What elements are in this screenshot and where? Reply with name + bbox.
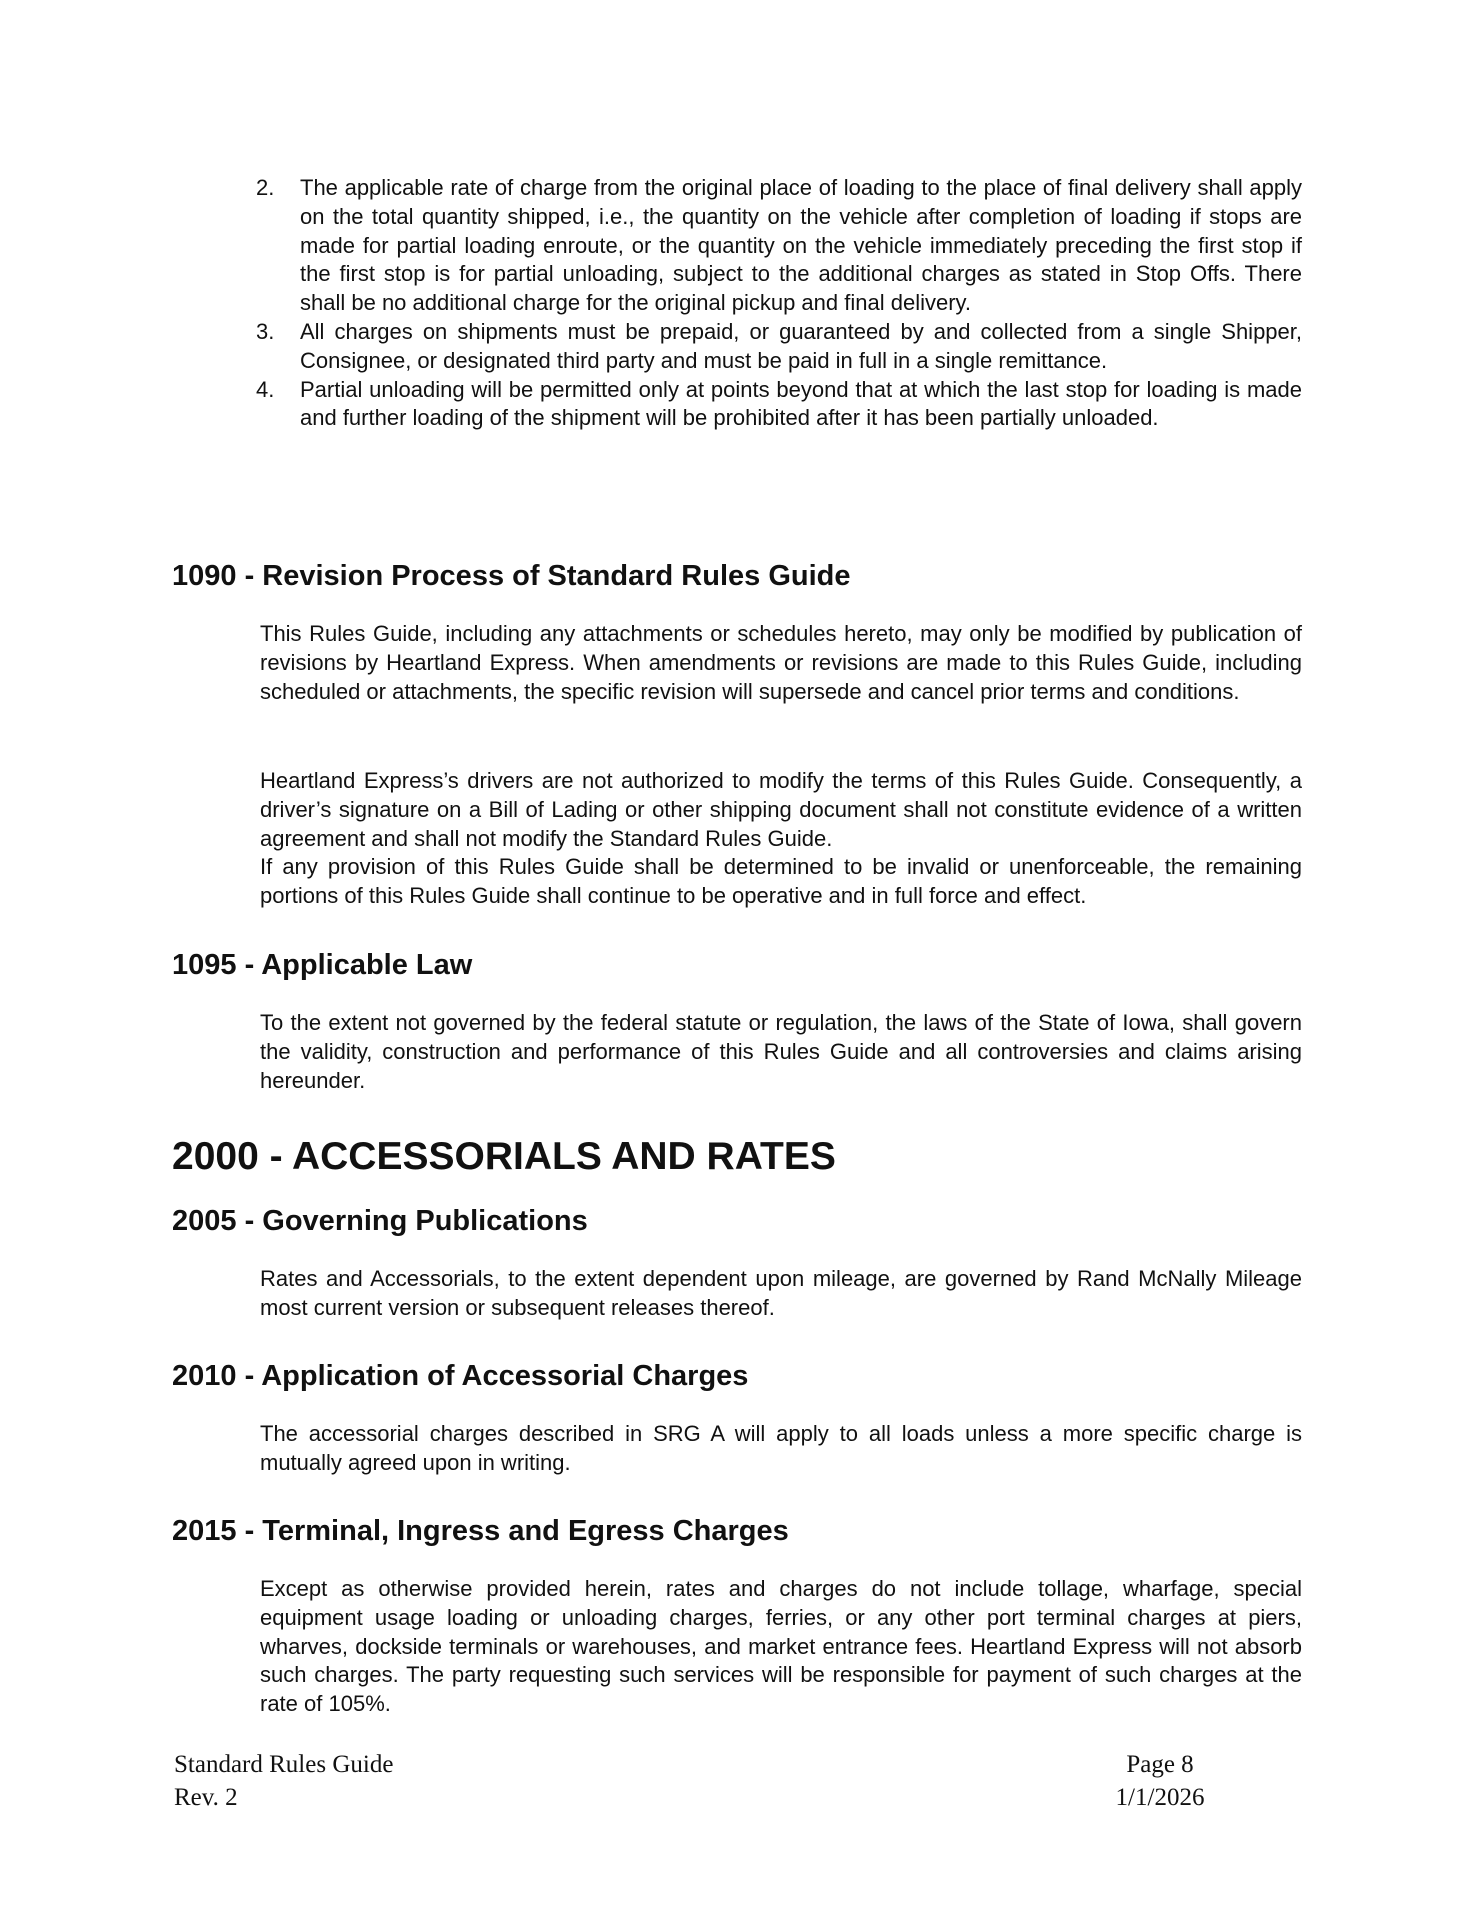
section-2010-paragraph: The accessorial charges described in SRG A will apply to all loads unless a more specific charge is mutually agreed upon in writing. xyxy=(260,1421,1302,1475)
footer-revision: Rev. 2 xyxy=(174,1784,238,1811)
section-1090-paragraph: If any provision of this Rules Guide shall be determined to be invalid or unenforceable, the remaining portions of this Rules Guide shall continue to be operative and in full force and effect. xyxy=(260,854,1302,908)
section-heading-2015: 2015 - Terminal, Ingress and Egress Charges xyxy=(172,1515,789,1547)
section-2005-paragraph: Rates and Accessorials, to the extent dependent upon mileage, are governed by Rand McNally Mileage most current version or subsequent releases thereof. xyxy=(260,1266,1302,1320)
list-item-text: The applicable rate of charge from the original place of loading to the place of final delivery shall apply on the total quantity shipped, i.e., the quantity on the vehicle after completion of loading if stops are made for partial loading enroute, or the quantity on the vehicle immediately preceding the first stop if the first stop is for partial unloading, subject to the additional charges as stated in Stop Offs. There shall be no additional charge for the original pickup and final delivery. xyxy=(300,175,1302,316)
list-item xyxy=(256,376,1302,434)
list-item-number: 4. xyxy=(256,376,275,402)
chapter-heading-2000: 2000 - ACCESSORIALS AND RATES xyxy=(172,1135,836,1178)
list-item xyxy=(256,174,1302,318)
page-footer-right xyxy=(1090,1748,1230,1814)
list-item xyxy=(256,318,1302,376)
section-heading-1095: 1095 - Applicable Law xyxy=(172,949,473,981)
section-heading-2010: 2010 - Application of Accessorial Charges xyxy=(172,1360,749,1392)
numbered-list xyxy=(256,174,1302,433)
section-1095-paragraph: To the extent not governed by the federal statute or regulation, the laws of the State of Iowa, shall govern the validity, construction and performance of this Rules Guide and all controversies and claims arising hereunder. xyxy=(260,1010,1302,1093)
section-1090-paragraph: Heartland Express’s drivers are not authorized to modify the terms of this Rules Guide. Consequently, a driver’s signature on a Bill of Lading or other shipping document shall not constitute evidence of a written agreement and shall not modify the Standard Rules Guide. xyxy=(260,768,1302,851)
section-1090-paragraph: This Rules Guide, including any attachments or schedules hereto, may only be modified by publication of revisions by Heartland Express. When amendments or revisions are made to this Rules Guide, including scheduled or attachments, the specific revision will supersede and cancel prior terms and conditions. xyxy=(260,621,1302,704)
section-2015-paragraph: Except as otherwise provided herein, rates and charges do not include tollage, wharfage, special equipment usage loading or unloading charges, ferries, or any other port terminal charges at piers, wharves, dockside terminals or warehouses, and market entrance fees. Heartland Express will not absorb such charges. The party requesting such services will be responsible for payment of such charges at the rate of 105%. xyxy=(260,1576,1302,1717)
footer-date: 1/1/2026 xyxy=(1115,1784,1205,1811)
list-item-text: Partial unloading will be permitted only at points beyond that at which the last stop for loading is made and further loading of the shipment will be prohibited after it has been partially unloaded. xyxy=(300,376,1302,431)
footer-page-number: Page 8 xyxy=(1126,1751,1194,1778)
list-item-number: 2. xyxy=(256,175,275,200)
page-footer-left xyxy=(174,1748,393,1814)
footer-document-title: Standard Rules Guide xyxy=(174,1751,394,1778)
list-item-number: 3. xyxy=(256,318,275,344)
list-item-text: All charges on shipments must be prepaid, or guaranteed by and collected from a single Shipper, Consignee, or designated third party and must be paid in full in a single remittance. xyxy=(300,318,1302,373)
section-heading-1090: 1090 - Revision Process of Standard Rules Guide xyxy=(172,560,851,592)
section-heading-2005: 2005 - Governing Publications xyxy=(172,1205,588,1237)
